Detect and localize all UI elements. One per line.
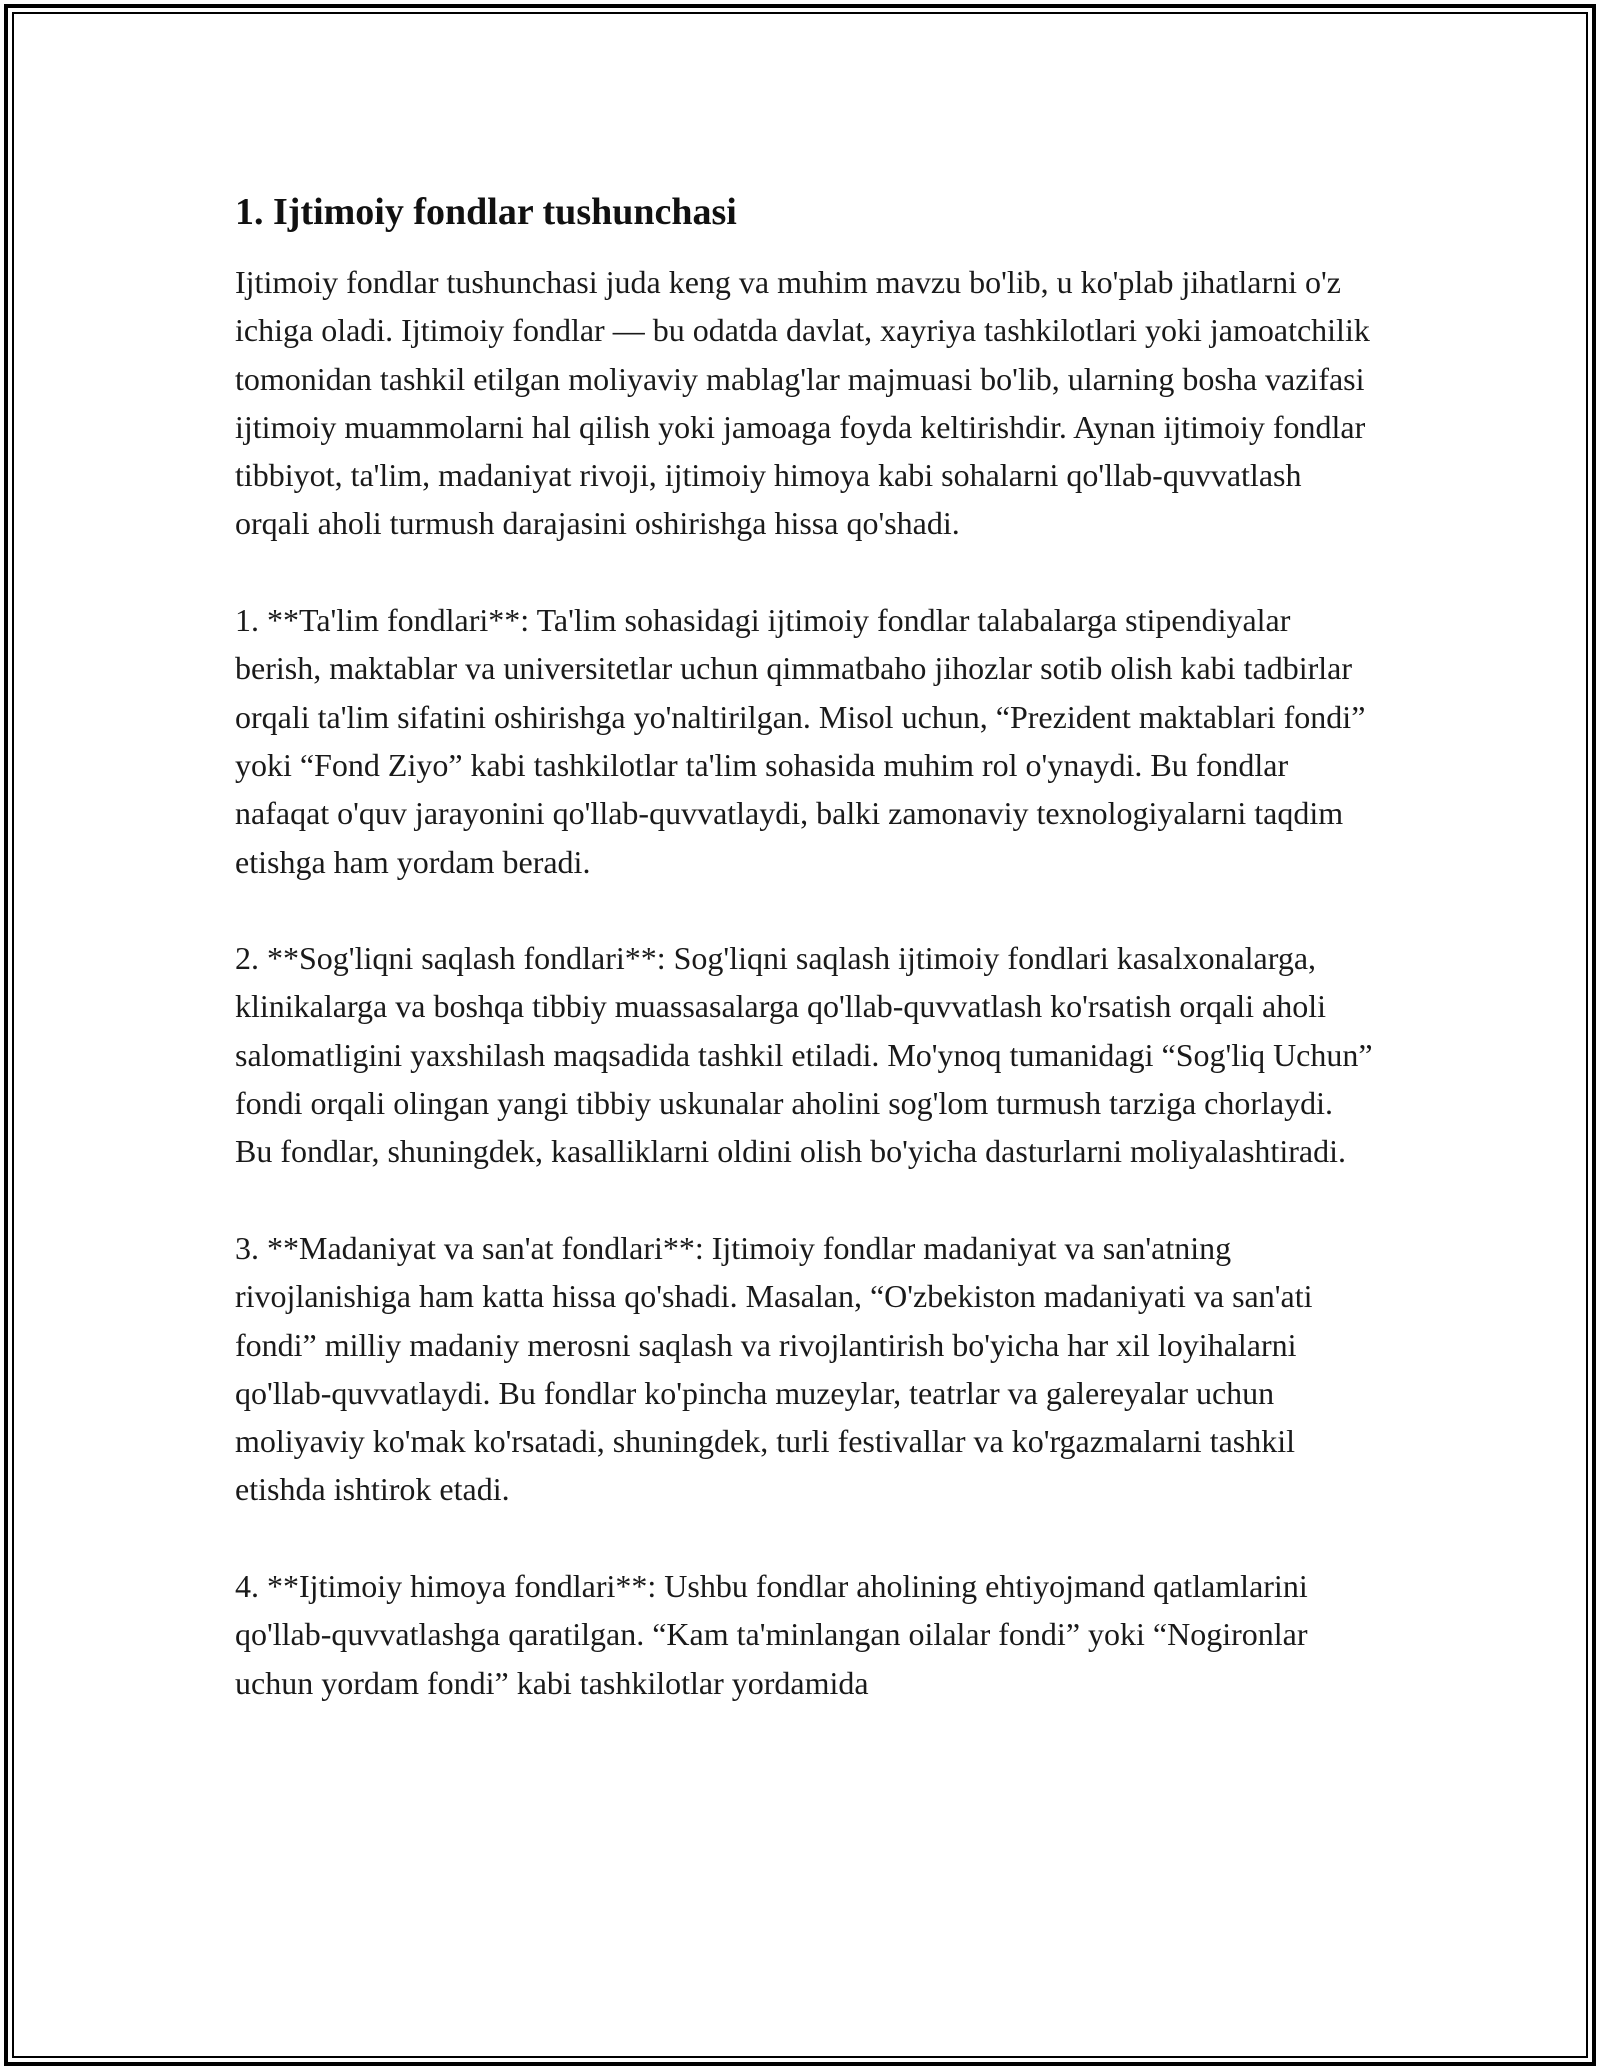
document-body <box>235 188 1375 1707</box>
intro-paragraph: Ijtimoiy fondlar tushunchasi juda keng va muhim mavzu bo'lib, u ko'plab jihatlarni o'z ichiga oladi. Ijtimoiy fondlar — bu odatda davlat, xayriya tashkilotlari yoki jamoatchilik tomonidan tashkil etilgan moliyaviy mablag'lar majmuasi bo'lib, ularning bosha vazifasi ijtimoiy muammolarni hal qilish yoki jamoaga foyda keltirishdir. Aynan ijtimoiy fondlar tibbiyot, ta'lim, madaniyat rivoji, ijtimoiy himoya kabi sohalarni qo'llab-quvvatlash orqali aholi turmush darajasini oshirishga hissa qo'shadi. <box>235 264 1370 542</box>
section-heading: 1. Ijtimoiy fondlar tushunchasi <box>235 191 737 233</box>
paragraph-health-funds: 2. **Sog'liqni saqlash fondlari**: Sog'liqni saqlash ijtimoiy fondlari kasalxonalarga, klinikalarga va boshqa tibbiy muassasalarga qo'llab-quvvatlash ko'rsatish orqali aholi salomatligini yaxshilash maqsadida tashkil etiladi. Mo'ynoq tumanidagi “Sog'liq Uchun” fondi orqali olingan yangi tibbiy uskunalar aholini sog'lom turmush tarziga chorlaydi. Bu fondlar, shuningdek, kasalliklarni oldini olish bo'yicha dasturlarni moliyalashtiradi. <box>235 940 1373 1170</box>
paragraph-culture-funds: 3. **Madaniyat va san'at fondlari**: Ijtimoiy fondlar madaniyat va san'atning rivojlanishiga ham katta hissa qo'shadi. Masalan, “O'zbekiston madaniyati va san'ati fondi” milliy madaniy merosni saqlash va rivojlantirish bo'yicha har xil loyihalarni qo'llab-quvvatlaydi. Bu fondlar ko'pincha muzeylar, teatrlar va galereyalar uchun moliyaviy ko'mak ko'rsatadi, shuningdek, turli festivallar va ko'rgazmalarni tashkil etishda ishtirok etadi. <box>235 1229 1313 1508</box>
paragraph-education-funds: 1. **Ta'lim fondlari**: Ta'lim sohasidagi ijtimoiy fondlar talabalarga stipendiyalar berish, maktablar va universitetlar uchun qimmatbaho jihozlar sotib olish kabi tadbirlar orqali ta'lim sifatini oshirishga yo'naltirilgan. Misol uchun, “Prezident maktablari fondi” yoki “Fond Ziyo” kabi tashkilotlar ta'lim sohasida muhim rol o'ynaydi. Bu fondlar nafaqat o'quv jarayonini qo'llab-quvvatlaydi, balki zamonaviy texnologiyalarni taqdim etishga ham yordam beradi. <box>235 602 1366 880</box>
paragraph-social-protection-funds: 4. **Ijtimoiy himoya fondlari**: Ushbu fondlar aholining ehtiyojmand qatlamlarini qo'llab-quvvatlashga qaratilgan. “Kam ta'minlangan oilalar fondi” yoki “Nogironlar uchun yordam fondi” kabi tashkilotlar yordamida <box>235 1568 1308 1701</box>
